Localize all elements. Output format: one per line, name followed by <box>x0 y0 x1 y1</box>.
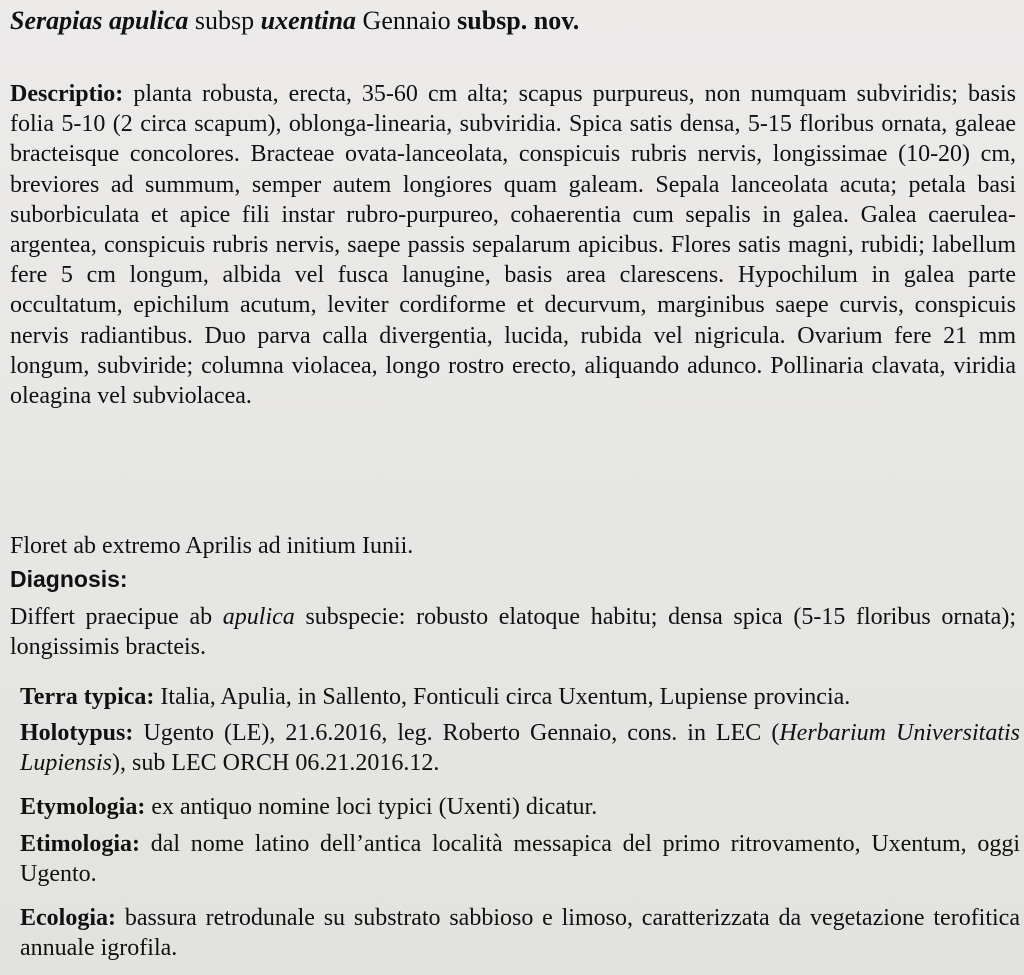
etymologia-line <box>20 792 1020 822</box>
diagnosis-heading: Diagnosis: <box>10 566 128 592</box>
subsp-nov: subsp. nov. <box>457 6 580 35</box>
etimologia-text: dal nome latino dell’antica località messapica del primo ritrovamento, Uxentum, oggi Ugento. <box>20 831 1020 887</box>
etimologia-label: Etimologia: <box>20 831 140 857</box>
floret-line: Floret ab extremo Aprilis ad initium Iunii. <box>10 533 414 559</box>
holotypus-label: Holotypus: <box>20 720 134 746</box>
diagnosis-text-after: subspecie: robusto elatoque habitu; densa spica (5-15 floribus ornata); longissimis bracteis. <box>10 604 1016 660</box>
species-name: Serapias apulica <box>10 6 189 35</box>
author-name: Gennaio <box>362 6 451 35</box>
etymologia-text: ex antiquo nomine loci typici (Uxenti) dicatur. <box>145 794 598 820</box>
holotypus-text-before: Ugento (LE), 21.6.2016, leg. Roberto Gennaio, cons. in LEC ( <box>133 720 780 746</box>
terra-typica-text: Italia, Apulia, in Sallento, Fonticuli circa Uxentum, Lupiense provincia. <box>154 684 851 710</box>
diagnosis-italic: apulica <box>222 604 295 630</box>
holotypus-paragraph <box>20 718 1020 778</box>
terra-typica-label: Terra typica: <box>20 684 155 710</box>
ecologia-text: bassura retrodunale su substrato sabbioso e limoso, caratterizzata da vegetazione terofitica annuale igrofila. <box>20 905 1020 961</box>
terra-typica-line <box>20 682 1020 712</box>
species-title <box>10 6 579 36</box>
ecologia-label: Ecologia: <box>20 905 116 931</box>
holotypus-text-after: ), sub LEC ORCH 06.21.2016.12. <box>112 750 440 776</box>
etimologia-paragraph <box>20 829 1020 889</box>
descriptio-label: Descriptio: <box>10 81 124 107</box>
ecologia-paragraph <box>20 903 1020 963</box>
holotypus-italic: Herbarium Universitatis Lupiensis <box>20 720 1020 776</box>
diagnosis-paragraph <box>10 602 1016 662</box>
diagnosis-text-before: Differt praecipue ab <box>10 604 223 630</box>
subspecies-epithet: uxentina <box>260 6 357 35</box>
descriptio-text: planta robusta, erecta, 35-60 cm alta; scapus purpureus, non numquam subviridis; basis folia 5-10 (2 circa scapum), oblonga-linearia, subviridia. Spica satis densa, 5-15 floribus ornata, galeae bracteisque concolores. Bracteae ovata-lanceolata, conspicuis rubris nervis, longissimae (10-20) cm, breviores ad summum, semper autem longiores quam galeam. Sepala lanceolata acuta; petala basi suborbiculata et apice fili instar rubro-purpureo, cohaerentia cum sepalis in galea. Galea caerulea-argentea, conspicuis rubris nervis, saepe passis sepalarum apicibus. Flores satis magni, rubidi; labellum fere 5 cm longum, albida vel fusca lanugine, basis area clarescens. Hypochilum in galea parte occultatum, epichilum acutum, leviter cordiforme et decurvum, marginibus saepe curvis, conspicuis nervis radiantibus. Duo parva calla divergentia, lucida, rubida vel nigricula. Ovarium fere 21 mm longum, subviride; columna violacea, longo rostro erecto, aliquando adunco. Pollinaria clavata, viridia oleagina vel subviolacea. <box>10 81 1016 410</box>
etymologia-label: Etymologia: <box>20 794 146 820</box>
descriptio-paragraph <box>10 79 1016 411</box>
subsp-word: subsp <box>194 6 255 35</box>
